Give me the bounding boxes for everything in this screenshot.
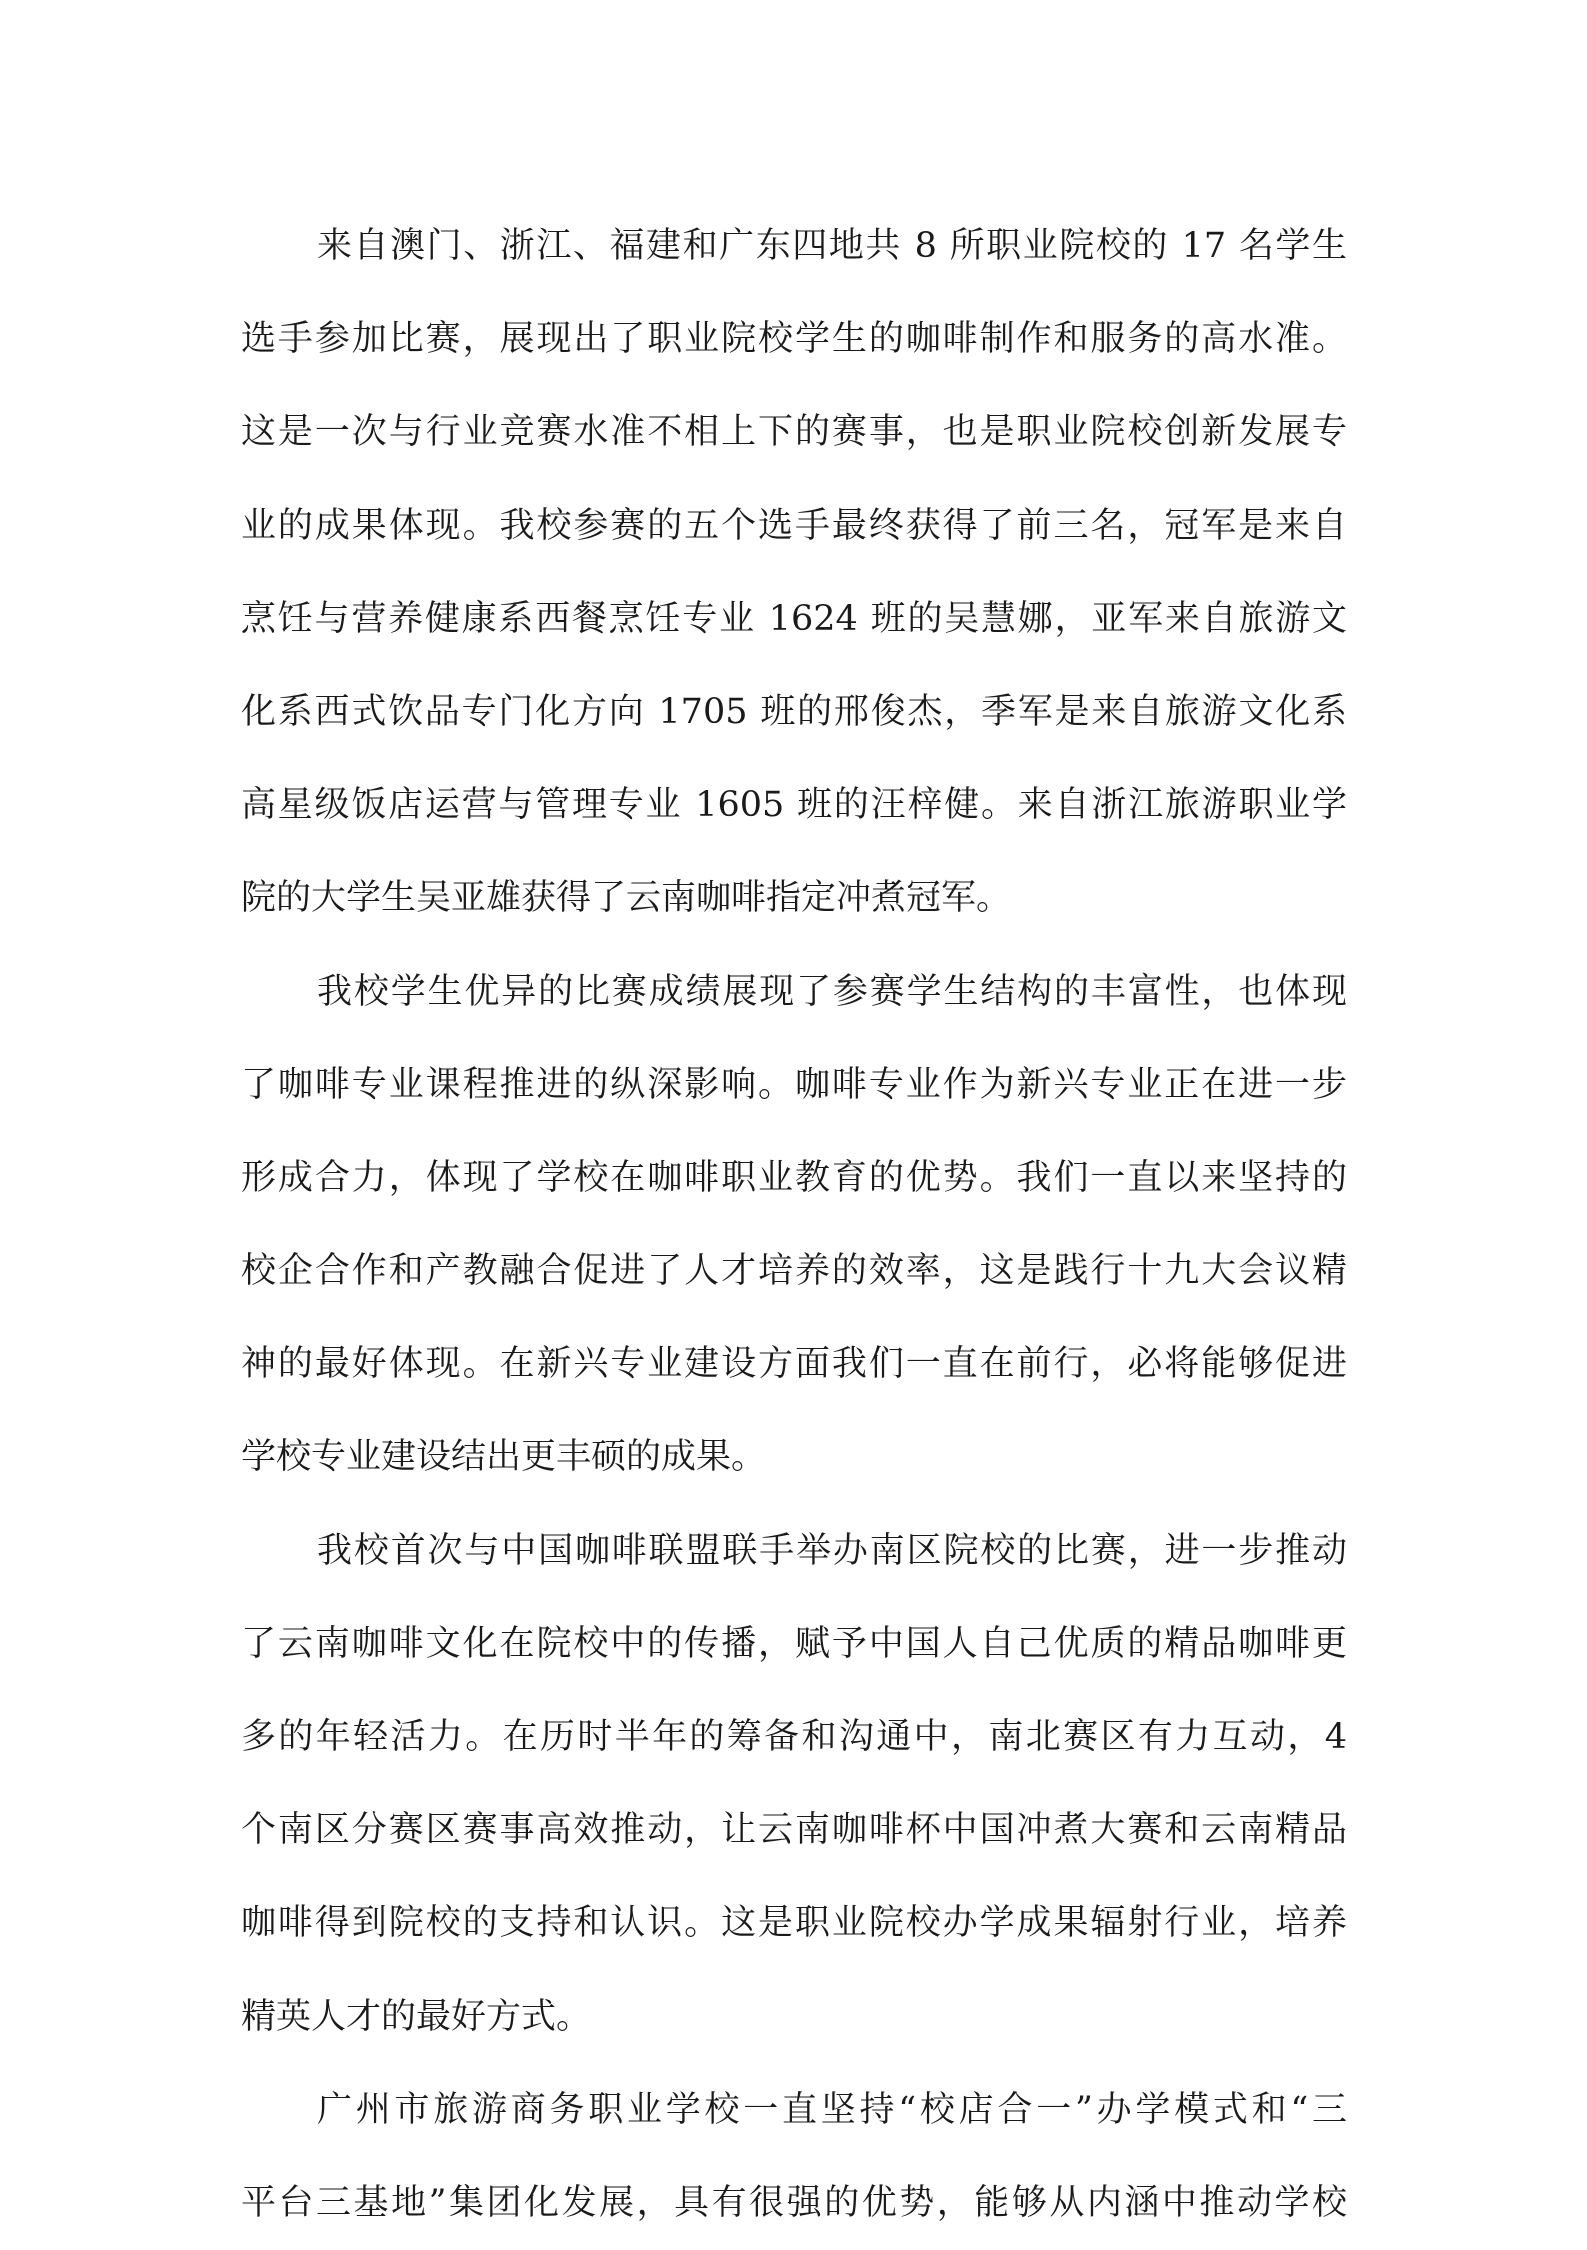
text-line: 化系西式饮品专门化方向 1705 班的邢俊杰，季军是来自旅游文化系 [241,691,1347,732]
text-line: 形成合力，体现了学校在咖啡职业教育的优势。我们一直以来坚持的 [241,1157,1347,1198]
text-line: 精英人才的最好方式。 [241,1996,592,2037]
paragraph-3 [241,1505,1347,2064]
text-line: 多的年轻活力。在历时半年的筹备和沟通中，南北赛区有力互动，4 [241,1717,1347,1757]
text-line: 学校专业建设结出更丰硕的成果。 [241,1437,767,1478]
paragraph-4 [241,2064,1347,2250]
text-line: 院的大学生吴亚雄获得了云南咖啡指定冲煮冠军。 [241,878,1012,919]
document-body [241,200,1347,2250]
text-line: 高星级饭店运营与管理专业 1605 班的汪梓健。来自浙江旅游职业学 [241,785,1347,826]
text-line: 咖啡得到院校的支持和认识。这是职业院校办学成果辐射行业，培养 [241,1903,1347,1944]
paragraph-2 [241,946,1347,1505]
text-line: 业的成果体现。我校参赛的五个选手最终获得了前三名，冠军是来自 [241,505,1347,546]
text-line: 我校首次与中国咖啡联盟联手举办南区院校的比赛，进一步推动 [317,1530,1347,1571]
text-line: 平台三基地”集团化发展，具有很强的优势，能够从内涵中推动学校 [241,2182,1347,2223]
paragraph-1 [241,200,1347,946]
text-line: 选手参加比赛，展现出了职业院校学生的咖啡制作和服务的高水准。 [241,319,1347,360]
text-line: 了云南咖啡文化在院校中的传播，赋予中国人自己优质的精品咖啡更 [241,1623,1347,1664]
text-line: 个南区分赛区赛事高效推动，让云南咖啡杯中国冲煮大赛和云南精品 [241,1810,1347,1851]
text-line: 神的最好体现。在新兴专业建设方面我们一直在前行，必将能够促进 [241,1344,1347,1385]
text-line: 了咖啡专业课程推进的纵深影响。咖啡专业作为新兴专业正在进一步 [241,1064,1347,1105]
text-line: 校企合作和产教融合促进了人才培养的效率，这是践行十九大会议精 [241,1251,1347,1292]
text-line: 广州市旅游商务职业学校一直坚持“校店合一”办学模式和“三 [317,2089,1347,2130]
text-line: 烹饪与营养健康系西餐烹饪专业 1624 班的吴慧娜，亚军来自旅游文 [241,598,1347,639]
text-line: 来自澳门、浙江、福建和广东四地共 8 所职业院校的 17 名学生 [317,226,1347,266]
text-line: 这是一次与行业竞赛水准不相上下的赛事，也是职业院校创新发展专 [241,412,1347,453]
text-line: 我校学生优异的比赛成绩展现了参赛学生结构的丰富性，也体现 [317,971,1347,1012]
